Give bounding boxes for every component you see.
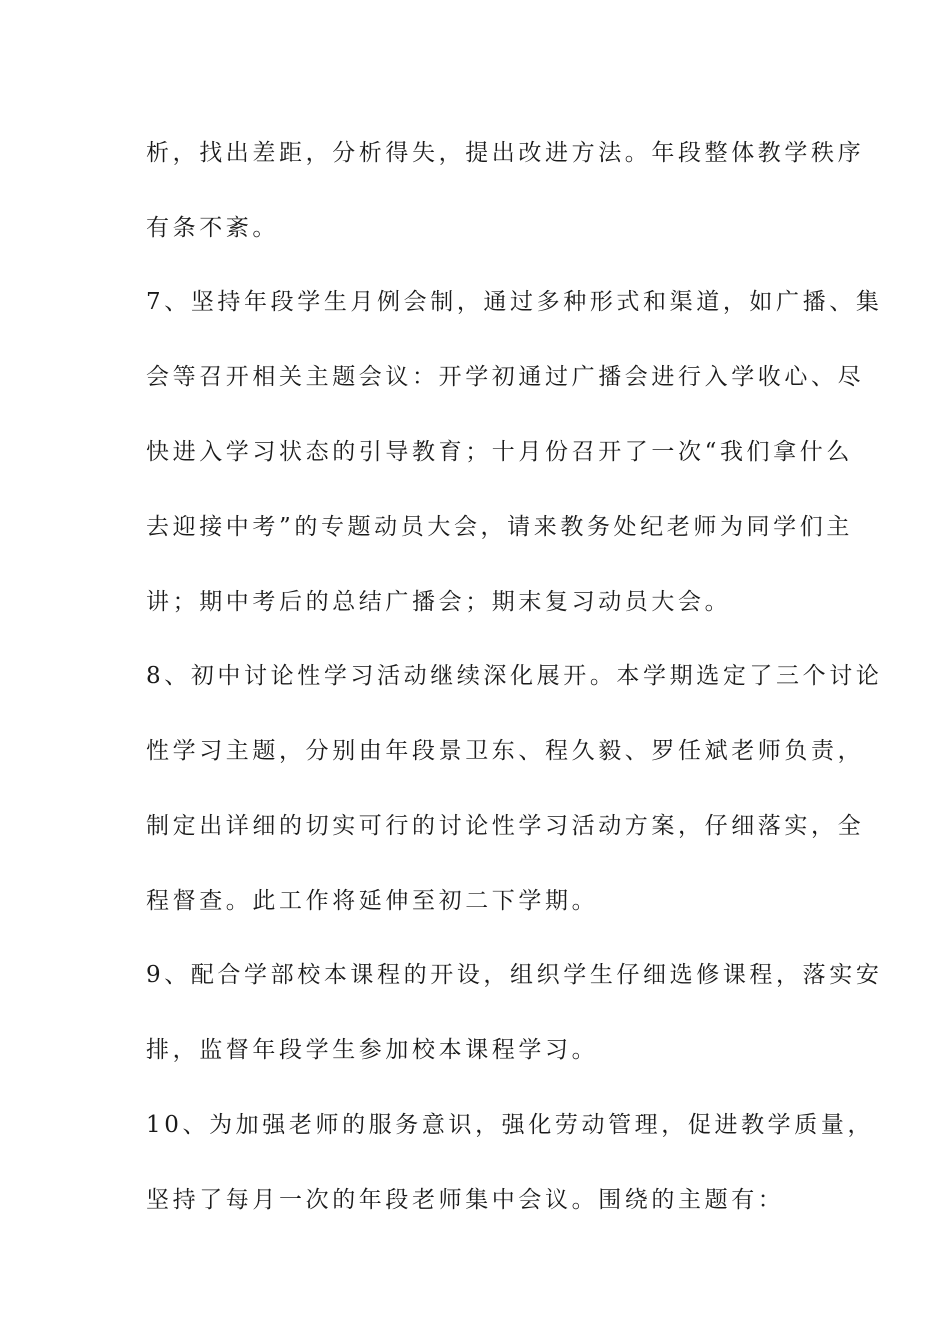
text-line: 析，找出差距，分析得失，提出改进方法。年段整体教学秩序 [146,140,865,166]
paragraph-10-start: 10、为加强老师的服务意识，强化劳动管理，促进教学质量， [146,1112,875,1138]
text-line: 程督查。此工作将延伸至初二下学期。 [146,888,599,914]
text-line: 讲；期中考后的总结广播会；期末复习动员大会。 [146,589,732,615]
text-line: 排，监督年段学生参加校本课程学习。 [146,1037,599,1063]
paragraph-8-start: 8、初中讨论性学习活动继续深化展开。本学期选定了三个讨论 [146,663,883,689]
text-line: 快进入学习状态的引导教育；十月份召开了一次“我们拿什么 [146,439,853,465]
text-line: 制定出详细的切实可行的讨论性学习活动方案，仔细落实，全 [146,813,865,839]
text-line: 坚持了每月一次的年段老师集中会议。围绕的主题有： [146,1187,785,1213]
paragraph-9-start: 9、配合学部校本课程的开设，组织学生仔细选修课程，落实安 [146,962,883,988]
text-line: 去迎接中考”的专题动员大会，请来教务处纪老师为同学们主 [146,514,853,540]
paragraph-7-start: 7、坚持年段学生月例会制，通过多种形式和渠道，如广播、集 [146,289,883,315]
text-line: 会等召开相关主题会议：开学初通过广播会进行入学收心、尽 [146,364,865,390]
text-line: 性学习主题，分别由年段景卫东、程久毅、罗任斌老师负责， [146,738,865,764]
text-line: 有条不紊。 [146,215,279,241]
